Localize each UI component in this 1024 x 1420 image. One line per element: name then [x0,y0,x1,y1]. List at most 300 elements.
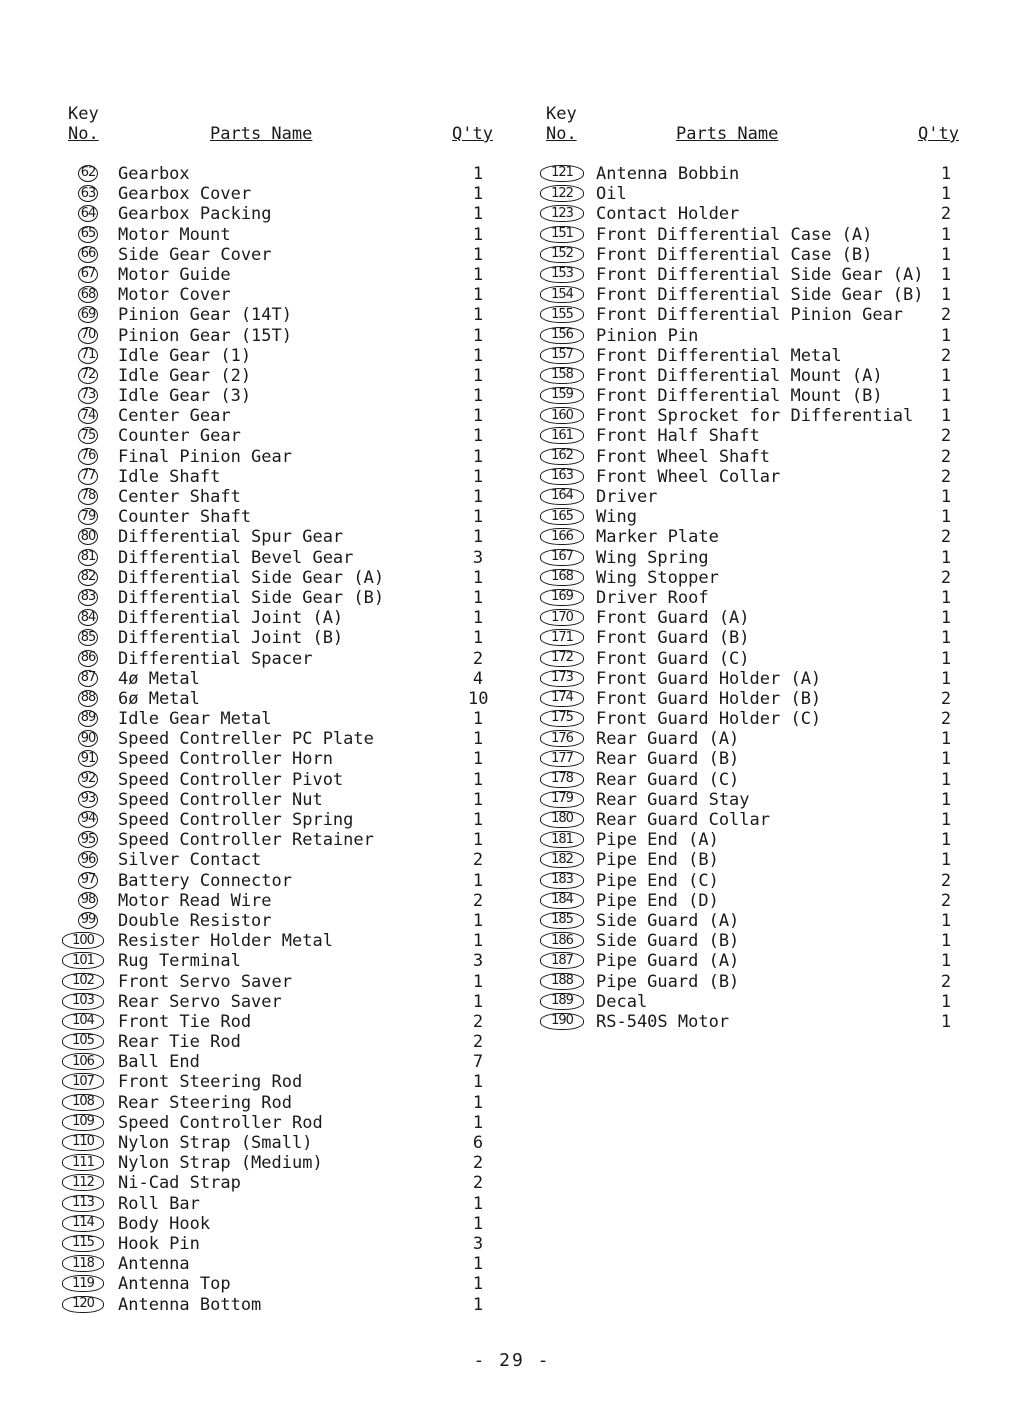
part-name: Front Sprocket for Differential [596,406,914,427]
key-number-badge: 68 [78,286,98,303]
part-name: Decal [596,991,648,1012]
key-number-badge: 102 [62,973,104,990]
key-number-badge: 165 [540,508,584,525]
part-name: Double Resistor [118,910,272,931]
part-quantity: 1 [472,1213,484,1234]
key-number-badge: 67 [78,266,98,283]
parts-row [538,487,968,507]
part-quantity: 4 [472,668,484,689]
part-quantity: 2 [940,466,952,487]
parts-row [60,729,500,749]
part-name: Center Gear [118,406,231,427]
part-name: Roll Bar [118,1193,200,1214]
no-label: No. [546,124,577,144]
part-name: Nylon Strap (Medium) [118,1153,323,1174]
parts-row [60,426,500,446]
parts-row [60,1274,500,1294]
part-name: Rear Servo Saver [118,991,282,1012]
part-quantity: 1 [472,870,484,891]
part-quantity: 1 [472,567,484,588]
parts-row [538,305,968,325]
part-quantity: 1 [940,164,952,184]
part-quantity: 1 [472,830,484,851]
key-number-badge: 97 [78,872,98,889]
part-quantity: 1 [940,487,952,507]
part-name: Idle Gear Metal [118,709,272,730]
part-quantity: 1 [472,628,484,649]
key-number-badge: 76 [78,448,98,465]
parts-row [538,709,968,729]
parts-row [60,931,500,951]
key-number-badge: 186 [540,932,584,949]
part-quantity: 1 [472,305,484,326]
part-quantity: 1 [472,971,484,992]
part-quantity: 1 [472,1294,484,1315]
parts-row [538,770,968,790]
part-quantity: 1 [940,224,952,245]
parts-row [538,447,968,467]
part-quantity: 1 [472,1193,484,1214]
parts-row [60,749,500,769]
part-quantity: 1 [472,325,484,346]
right-parts-column [538,104,968,1032]
key-number-header [68,104,99,144]
parts-row [538,265,968,285]
part-name: Motor Read Wire [118,890,272,911]
key-number-badge: 118 [62,1255,104,1272]
part-quantity: 1 [472,244,484,265]
parts-row [538,810,968,830]
parts-row [60,1254,500,1274]
key-number-badge: 75 [78,427,98,444]
part-quantity: 2 [940,204,952,225]
parts-row [538,285,968,305]
key-number-badge: 158 [540,367,584,384]
part-name: Front Differential Mount (A) [596,365,883,386]
key-number-badge: 115 [62,1235,104,1252]
part-quantity: 1 [940,810,952,830]
part-quantity: 2 [940,567,952,588]
part-quantity: 2 [940,305,952,326]
parts-row [538,628,968,648]
part-quantity: 1 [940,951,952,972]
part-name: Speed Controller Pivot [118,769,344,790]
parts-row [538,931,968,951]
parts-row [538,608,968,628]
key-number-badge: 164 [540,488,584,505]
part-name: Differential Side Gear (B) [118,587,385,608]
part-name: Front Differential Case (B) [596,244,873,265]
parts-row [60,871,500,891]
parts-row [538,184,968,204]
part-name: Pinion Gear (14T) [118,305,292,326]
part-name: Front Guard (B) [596,628,750,649]
part-quantity: 1 [940,608,952,629]
parts-row [538,972,968,992]
key-number-badge: 79 [78,508,98,525]
parts-row [538,689,968,709]
parts-row [538,245,968,265]
part-name: Differential Bevel Gear [118,547,354,568]
parts-row [60,386,500,406]
parts-row [538,204,968,224]
parts-row [538,467,968,487]
key-number-badge: 65 [78,226,98,243]
quantity-header: Q'ty [452,124,493,144]
part-quantity: 2 [940,870,952,891]
key-number-header [546,104,577,144]
key-number-badge: 77 [78,468,98,485]
part-name: Front Guard Holder (C) [596,709,822,730]
part-name: Rear Guard Stay [596,789,750,810]
part-quantity: 3 [472,951,484,972]
part-name: Final Pinion Gear [118,446,292,467]
parts-row [538,568,968,588]
key-number-badge: 181 [540,831,584,848]
part-quantity: 2 [472,1153,484,1174]
left-parts-column [60,104,500,1315]
part-quantity: 1 [472,1092,484,1113]
key-number-badge: 155 [540,306,584,323]
part-name: RS-540S Motor [596,1011,730,1032]
part-quantity: 1 [472,507,484,528]
part-name: Idle Gear (3) [118,386,252,407]
part-name: Counter Gear [118,426,241,447]
parts-row [60,709,500,729]
key-number-badge: 154 [540,286,584,303]
part-name: Differential Side Gear (A) [118,567,385,588]
part-name: Antenna Bottom [118,1294,262,1315]
parts-row [60,649,500,669]
parts-row [60,992,500,1012]
parts-row [60,1234,500,1254]
part-name: Speed Controller Rod [118,1112,323,1133]
part-name: Pipe End (B) [596,850,719,871]
part-name: Antenna Top [118,1274,231,1295]
key-number-badge: 80 [78,528,98,545]
key-number-badge: 122 [540,185,584,202]
key-number-badge: 70 [78,327,98,344]
key-number-badge: 120 [62,1296,104,1313]
part-quantity: 3 [472,1233,484,1254]
part-name: Hook Pin [118,1233,200,1254]
key-number-badge: 168 [540,569,584,586]
part-quantity: 1 [940,769,952,790]
part-quantity: 1 [472,1254,484,1275]
key-number-badge: 121 [540,165,584,182]
key-number-badge: 84 [78,609,98,626]
part-quantity: 1 [940,850,952,871]
key-number-badge: 185 [540,912,584,929]
key-number-badge: 123 [540,205,584,222]
key-number-badge: 87 [78,670,98,687]
key-number-badge: 98 [78,892,98,909]
parts-row [538,548,968,568]
parts-row [60,1194,500,1214]
key-number-badge: 83 [78,589,98,606]
part-quantity: 2 [940,426,952,447]
part-name: Antenna [118,1254,190,1275]
part-name: Side Gear Cover [118,244,272,265]
part-quantity: 1 [940,789,952,810]
part-name: Pipe Guard (A) [596,951,740,972]
parts-row [60,951,500,971]
part-quantity: 1 [940,547,952,568]
parts-row [538,1012,968,1032]
parts-row [60,1295,500,1315]
part-name: Driver [596,487,658,507]
part-name: Gearbox [118,164,190,184]
part-name: Differential Joint (B) [118,628,344,649]
key-number-badge: 74 [78,407,98,424]
parts-row [60,406,500,426]
parts-row [60,608,500,628]
parts-row [60,972,500,992]
part-quantity: 1 [472,1112,484,1133]
part-name: Antenna Bobbin [596,164,740,184]
parts-row [60,1093,500,1113]
key-number-badge: 160 [540,407,584,424]
part-name: Idle Shaft [118,466,221,487]
parts-row [538,850,968,870]
key-number-badge: 110 [62,1134,104,1151]
part-name: Front Tie Rod [118,1011,252,1032]
part-quantity: 1 [940,285,952,306]
parts-row [538,729,968,749]
part-name: Contact Holder [596,204,740,225]
part-name: Resister Holder Metal [118,931,333,952]
key-number-badge: 114 [62,1215,104,1232]
part-name: Front Differential Metal [596,345,842,366]
parts-row [538,669,968,689]
key-number-badge: 85 [78,629,98,646]
part-name: Pipe End (C) [596,870,719,891]
parts-row [60,225,500,245]
part-quantity: 10 [468,688,489,709]
part-quantity: 1 [940,264,952,285]
quantity-header: Q'ty [918,124,959,144]
part-name: Rear Guard Collar [596,810,770,830]
part-quantity: 7 [472,1052,484,1073]
part-quantity: 1 [940,365,952,386]
parts-row [60,507,500,527]
key-number-badge: 173 [540,670,584,687]
part-quantity: 2 [940,446,952,467]
part-quantity: 1 [472,527,484,548]
key-number-badge: 152 [540,246,584,263]
parts-row [538,366,968,386]
key-number-badge: 190 [540,1013,584,1030]
part-quantity: 1 [940,1011,952,1032]
key-number-badge: 166 [540,528,584,545]
part-quantity: 2 [940,971,952,992]
part-quantity: 1 [472,608,484,629]
part-name: Nylon Strap (Small) [118,1133,313,1153]
part-quantity: 1 [472,487,484,507]
part-quantity: 1 [472,365,484,386]
part-quantity: 2 [940,345,952,366]
key-number-badge: 71 [78,347,98,364]
key-number-badge: 188 [540,973,584,990]
part-quantity: 1 [940,406,952,427]
parts-row [60,1153,500,1173]
part-name: Side Guard (A) [596,910,740,931]
part-quantity: 1 [940,628,952,649]
key-number-badge: 176 [540,730,584,747]
parts-row [60,628,500,648]
key-number-badge: 157 [540,347,584,364]
part-quantity: 2 [472,1173,484,1194]
part-name: Pipe Guard (B) [596,971,740,992]
key-number-badge: 156 [540,327,584,344]
key-number-badge: 112 [62,1174,104,1191]
key-number-badge: 66 [78,246,98,263]
key-number-badge: 189 [540,993,584,1010]
key-number-badge: 111 [62,1154,104,1171]
part-name: Center Shaft [118,487,241,507]
part-name: Front Wheel Collar [596,466,781,487]
parts-row [538,225,968,245]
part-quantity: 1 [472,406,484,427]
parts-row [538,992,968,1012]
part-name: Speed Controller Nut [118,789,323,810]
part-quantity: 1 [472,345,484,366]
parts-row [60,1012,500,1032]
key-number-badge: 103 [62,993,104,1010]
part-name: 4ø Metal [118,668,200,689]
page-number: - 29 - [473,1350,551,1371]
part-name: Wing Stopper [596,567,719,588]
parts-row [538,871,968,891]
parts-row [60,285,500,305]
part-quantity: 1 [472,264,484,285]
part-name: Motor Mount [118,224,231,245]
key-number-badge: 94 [78,811,98,828]
key-number-badge: 183 [540,872,584,889]
part-quantity: 1 [940,587,952,608]
parts-row [538,406,968,426]
parts-row [60,527,500,547]
parts-row [60,1032,500,1052]
parts-row [60,1214,500,1234]
key-number-badge: 86 [78,650,98,667]
part-quantity: 1 [472,709,484,730]
part-name: Front Differential Pinion Gear [596,305,904,326]
key-number-badge: 177 [540,750,584,767]
part-name: Wing Spring [596,547,709,568]
no-label: No. [68,124,99,144]
left-parts-list [60,164,500,1315]
key-number-badge: 90 [78,730,98,747]
part-name: Pipe End (A) [596,830,719,851]
parts-row [60,1113,500,1133]
parts-row [60,689,500,709]
part-name: Silver Contact [118,850,262,871]
key-label: Key [68,104,99,124]
part-name: Front Wheel Shaft [596,446,770,467]
parts-row [538,507,968,527]
key-number-badge: 72 [78,367,98,384]
parts-row [538,891,968,911]
parts-row [538,346,968,366]
part-name: Front Differential Side Gear (A) [596,264,924,285]
parts-row [538,164,968,184]
parts-row [538,911,968,931]
parts-row [538,649,968,669]
key-number-badge: 187 [540,952,584,969]
part-name: Battery Connector [118,870,292,891]
part-name: Speed Controller Spring [118,810,354,830]
part-quantity: 1 [940,386,952,407]
part-quantity: 1 [940,244,952,265]
part-quantity: 1 [472,910,484,931]
part-quantity: 2 [940,688,952,709]
key-number-badge: 174 [540,690,584,707]
key-number-badge: 105 [62,1033,104,1050]
part-name: Speed Controller Retainer [118,830,374,851]
part-quantity: 2 [940,890,952,911]
key-number-badge: 62 [78,165,98,182]
part-name: Side Guard (B) [596,931,740,952]
parts-row [60,1173,500,1193]
parts-row [60,326,500,346]
key-number-badge: 163 [540,468,584,485]
part-name: Gearbox Cover [118,184,252,205]
parts-row [60,850,500,870]
part-name: Driver Roof [596,587,709,608]
part-name: Speed Contreller PC Plate [118,729,374,750]
part-quantity: 1 [940,507,952,528]
part-name: Front Guard Holder (B) [596,688,822,709]
key-number-badge: 167 [540,549,584,566]
part-quantity: 1 [472,285,484,306]
parts-row [60,204,500,224]
part-quantity: 1 [472,204,484,225]
key-number-badge: 73 [78,387,98,404]
part-name: Front Differential Mount (B) [596,386,883,407]
part-name: Differential Spur Gear [118,527,344,548]
key-number-badge: 159 [540,387,584,404]
parts-row [538,527,968,547]
part-name: 6ø Metal [118,688,200,709]
key-number-badge: 180 [540,811,584,828]
part-quantity: 1 [940,749,952,770]
parts-row [60,1072,500,1092]
part-name: Oil [596,184,627,205]
part-quantity: 1 [472,931,484,952]
key-number-badge: 151 [540,226,584,243]
part-name: Marker Plate [596,527,719,548]
part-quantity: 2 [472,1011,484,1032]
part-quantity: 1 [472,587,484,608]
key-number-badge: 106 [62,1053,104,1070]
parts-row [60,164,500,184]
part-quantity: 1 [940,991,952,1012]
part-name: Speed Controller Horn [118,749,333,770]
parts-row [60,830,500,850]
part-name: Pipe End (D) [596,890,719,911]
part-quantity: 1 [472,446,484,467]
part-name: Ni-Cad Strap [118,1173,241,1194]
key-number-badge: 78 [78,488,98,505]
parts-row [60,1133,500,1153]
part-name: Front Half Shaft [596,426,760,447]
part-name: Gearbox Packing [118,204,272,225]
part-quantity: 1 [472,991,484,1012]
part-name: Pinion Pin [596,325,699,346]
key-number-badge: 178 [540,771,584,788]
key-number-badge: 161 [540,427,584,444]
